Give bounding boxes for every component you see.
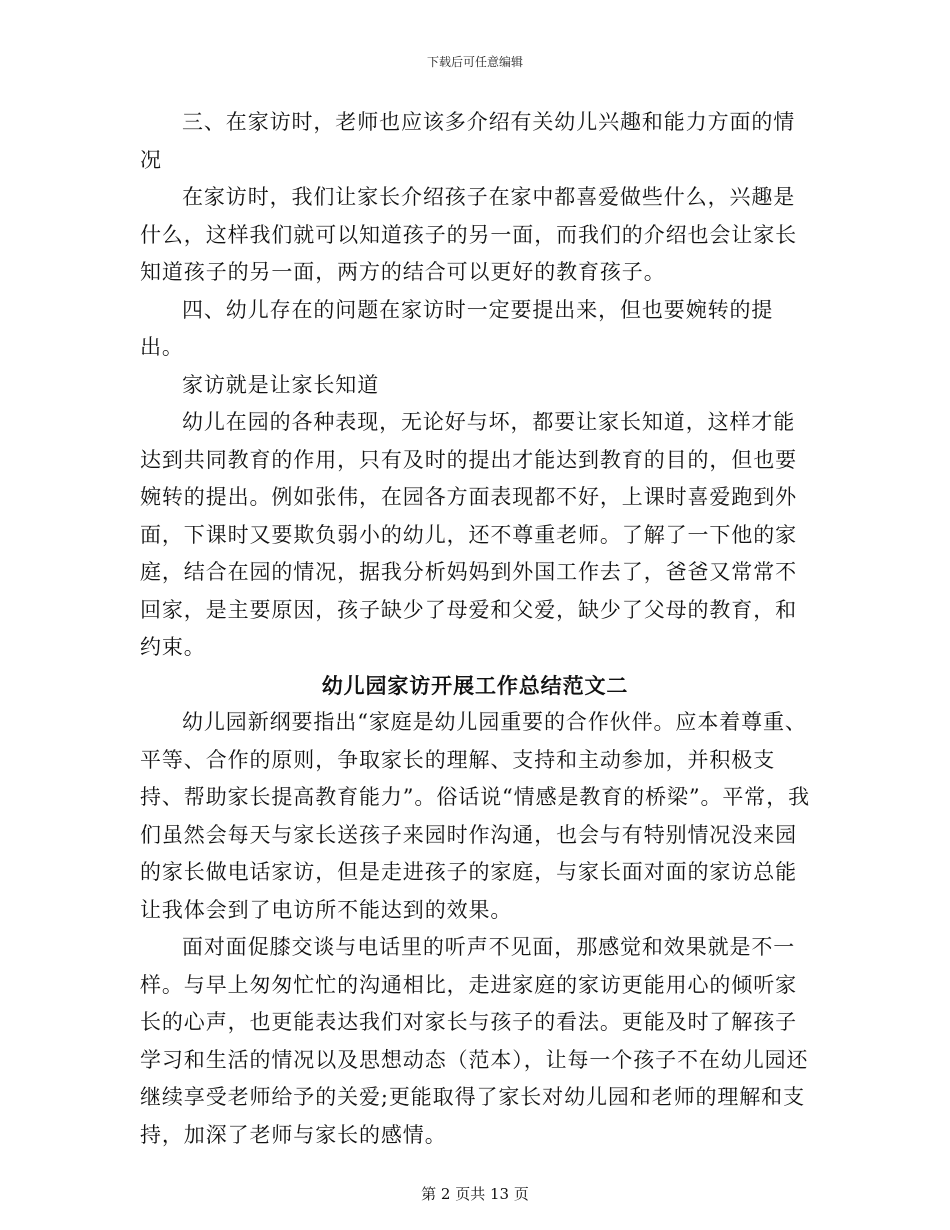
paragraph: 面对面促膝交谈与电话里的听声不见面，那感觉和效果就是不一样。与早上匆匆忙忙的沟通相比，走进家庭的家访更能用心的倾听家长的心声，也更能表达我们对家长与孩子的看法。更能及时了解孩子学习和生活的情况以及思想动态（范本），让每一个孩子不在幼儿园还继续享受老师给予的关爱;更能取得了家长对幼儿园和老师的理解和支持，加深了老师与家长的感情。 [140,935,809,1147]
section-title: 幼儿园家访开展工作总结范文二 [321,672,629,698]
paragraph-heading-4: 四、幼儿存在的问题在家访时一定要提出来，但也要婉转的提出。 [140,297,774,359]
paragraph-subheading: 家访就是让家长知道 [182,372,380,397]
paragraph: 幼儿在园的各种表现，无论好与坏，都要让家长知道，这样才能达到共同教育的作用，只有及时的提出才能达到教育的目的，但也要婉转的提出。例如张伟，在园各方面表现都不好，上课时喜爱跑到外面，下课时又要欺负弱小的幼儿，还不尊重老师。了解了一下他的家庭，结合在园的情况，据我分析妈妈到外国工作去了，爸爸又常常不回家，是主要原因，孩子缺少了母爱和父爱，缺少了父母的教育，和约束。 [140,410,797,659]
paragraph: 在家访时，我们让家长介绍孩子在家中都喜爱做些什么，兴趣是什么，这样我们就可以知道孩子的另一面，而我们的介绍也会让家长知道孩子的另一面，两方的结合可以更好的教育孩子。 [140,185,797,284]
paragraph: 幼儿园新纲要指出“家庭是幼儿园重要的合作伙伴。应本着尊重、平等、合作的原则，争取家长的理解、支持和主动参加，并积极支持、帮助家长提高教育能力”。俗话说“情感是教育的桥梁”。平常，我们虽然会每天与家长送孩子来园时作沟通，也会与有特别情况没来园的家长做电话家访，但是走进孩子的家庭，与家长面对面的家访总能让我体会到了电访所不能达到的效果。 [140,710,811,922]
page-footer: 第 2 页共 13 页 [421,1185,529,1203]
page-content [140,104,810,1154]
paragraph-heading-3: 三、在家访时，老师也应该多介绍有关幼儿兴趣和能力方面的情况 [140,110,796,172]
page-header: 下载后可任意编辑 [426,55,523,69]
